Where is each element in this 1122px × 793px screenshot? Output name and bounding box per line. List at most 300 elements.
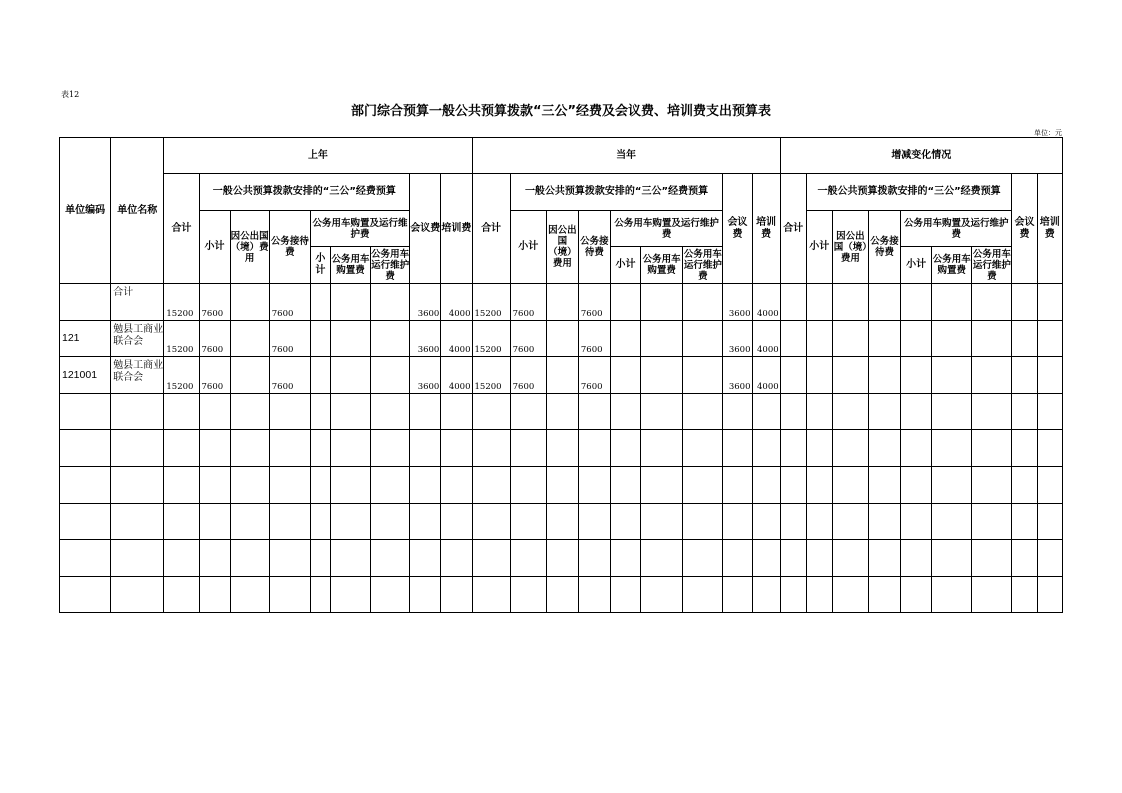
cell-value: 15200 (164, 284, 199, 321)
header-reception: 公务接待费 (578, 211, 610, 284)
cell-value (330, 540, 370, 577)
table-row (60, 503, 1063, 540)
cell-value (901, 430, 932, 467)
cell-value (310, 503, 330, 540)
cell-value (832, 466, 868, 503)
header-meeting: 会议费 (723, 174, 752, 284)
unit-label: 单位：元 (1034, 129, 1062, 137)
page-title: 部门综合预算一般公共预算拨款“三公”经费及会议费、培训费支出预算表 (350, 104, 772, 119)
cell-unit-code: 121001 (60, 357, 111, 394)
cell-value (1037, 540, 1062, 577)
cell-value (510, 466, 546, 503)
cell-value (806, 503, 832, 540)
cell-value (546, 284, 578, 321)
cell-value (723, 430, 752, 467)
cell-value (546, 430, 578, 467)
cell-value (780, 284, 806, 321)
cell-unit-name (111, 540, 164, 577)
cell-value: 4000 (441, 357, 472, 394)
cell-value (1012, 466, 1037, 503)
cell-value (972, 540, 1012, 577)
table-row (60, 284, 1063, 321)
cell-value (472, 466, 510, 503)
cell-value: 15200 (472, 320, 510, 357)
cell-value (683, 466, 723, 503)
cell-value: 7600 (199, 284, 230, 321)
cell-value (410, 540, 441, 577)
cell-value (441, 430, 472, 467)
cell-value (752, 540, 780, 577)
cell-value: 4000 (441, 284, 472, 321)
cell-value (972, 576, 1012, 613)
cell-value (199, 466, 230, 503)
header-group-current-year: 当年 (472, 138, 780, 174)
cell-value (578, 466, 610, 503)
cell-value (868, 284, 900, 321)
cell-value: 4000 (752, 320, 780, 357)
cell-value (546, 540, 578, 577)
cell-value (806, 540, 832, 577)
cell-value: 3600 (410, 320, 441, 357)
cell-value: 7600 (510, 320, 546, 357)
cell-value (410, 430, 441, 467)
cell-value (932, 430, 972, 467)
cell-unit-name: 勉县工商业联合会 (111, 320, 164, 357)
cell-value (546, 576, 578, 613)
cell-value (972, 503, 1012, 540)
header-vehicle-operation: 公务用车运行维护费 (683, 248, 722, 282)
cell-value (641, 357, 683, 394)
cell-value (230, 357, 269, 394)
cell-value: 7600 (578, 357, 610, 394)
cell-value: 3600 (410, 357, 441, 394)
header-sangong: 一般公共预算拨款安排的“三公”经费预算 (510, 174, 723, 211)
table-row (60, 430, 1063, 467)
cell-value (610, 393, 640, 430)
cell-value (806, 430, 832, 467)
cell-value (641, 393, 683, 430)
cell-value (806, 393, 832, 430)
cell-value: 3600 (723, 357, 752, 394)
cell-value (806, 466, 832, 503)
cell-value (269, 466, 310, 503)
cell-value (641, 320, 683, 357)
header-total: 合计 (164, 174, 199, 284)
cell-value (199, 540, 230, 577)
header-meeting: 会议费 (1012, 174, 1037, 284)
cell-value (472, 503, 510, 540)
cell-value (164, 466, 199, 503)
cell-value (164, 540, 199, 577)
cell-value (410, 393, 441, 430)
header-vehicle-purchase: 公务用车购置费 (330, 247, 370, 284)
cell-value (723, 393, 752, 430)
cell-value (371, 357, 410, 394)
cell-value (723, 466, 752, 503)
cell-value (371, 466, 410, 503)
cell-value (441, 393, 472, 430)
cell-value (441, 466, 472, 503)
header-sangong: 一般公共预算拨款安排的“三公”经费预算 (806, 174, 1012, 211)
cell-value (510, 503, 546, 540)
cell-value: 3600 (410, 284, 441, 321)
cell-value (164, 503, 199, 540)
table-row (60, 576, 1063, 613)
cell-value (578, 393, 610, 430)
cell-value (901, 320, 932, 357)
cell-value (441, 576, 472, 613)
cell-value (932, 503, 972, 540)
header-vehicle-operation: 公务用车运行维护费 (972, 248, 1011, 282)
cell-value (641, 284, 683, 321)
cell-value (472, 393, 510, 430)
cell-value (310, 357, 330, 394)
cell-value (752, 466, 780, 503)
cell-value (230, 393, 269, 430)
header-reception: 公务接待费 (269, 211, 310, 284)
cell-unit-code (60, 576, 111, 613)
cell-value (932, 357, 972, 394)
cell-value: 15200 (472, 357, 510, 394)
header-unit-code: 单位编码 (60, 138, 111, 284)
cell-value (780, 430, 806, 467)
cell-value: 7600 (199, 357, 230, 394)
cell-value (371, 393, 410, 430)
header-vehicle: 公务用车购置及运行维护费 (310, 211, 409, 247)
cell-value (723, 503, 752, 540)
cell-value (230, 320, 269, 357)
cell-value (901, 357, 932, 394)
table-number: 表12 (61, 90, 80, 99)
cell-value (780, 540, 806, 577)
cell-value (371, 576, 410, 613)
cell-value (683, 576, 723, 613)
cell-value (723, 540, 752, 577)
cell-value (546, 357, 578, 394)
cell-value (832, 540, 868, 577)
header-training: 培训费 (752, 174, 780, 284)
cell-value: 7600 (510, 284, 546, 321)
cell-unit-code (60, 284, 111, 321)
cell-value (578, 503, 610, 540)
cell-value (269, 540, 310, 577)
cell-unit-name: 合计 (111, 284, 164, 321)
cell-value: 15200 (164, 357, 199, 394)
cell-value (1012, 320, 1037, 357)
cell-value (546, 320, 578, 357)
cell-value (1012, 540, 1037, 577)
cell-value (610, 284, 640, 321)
cell-value (510, 576, 546, 613)
cell-value (832, 357, 868, 394)
cell-value (578, 540, 610, 577)
cell-value (330, 320, 370, 357)
cell-value (868, 503, 900, 540)
cell-value (164, 430, 199, 467)
cell-value (932, 320, 972, 357)
cell-value (310, 466, 330, 503)
cell-value (641, 430, 683, 467)
cell-value (972, 430, 1012, 467)
cell-value (610, 540, 640, 577)
cell-value (683, 430, 723, 467)
cell-value (972, 466, 1012, 503)
cell-value (199, 430, 230, 467)
cell-value (868, 393, 900, 430)
cell-value (546, 503, 578, 540)
cell-value (269, 393, 310, 430)
cell-value (932, 284, 972, 321)
cell-value (230, 576, 269, 613)
cell-value (868, 320, 900, 357)
cell-value: 7600 (578, 320, 610, 357)
cell-value (510, 393, 546, 430)
cell-value (1037, 357, 1062, 394)
header-abroad: 因公出国（境）费用 (546, 211, 578, 284)
cell-unit-code (60, 466, 111, 503)
cell-value (164, 393, 199, 430)
cell-value (752, 503, 780, 540)
cell-value (932, 393, 972, 430)
cell-unit-name (111, 393, 164, 430)
cell-value (441, 503, 472, 540)
header-subtotal: 小计 (510, 211, 546, 284)
cell-value (932, 466, 972, 503)
cell-value (780, 357, 806, 394)
cell-value (832, 284, 868, 321)
cell-value: 4000 (752, 284, 780, 321)
cell-value (780, 576, 806, 613)
budget-table (59, 137, 1063, 613)
cell-unit-code (60, 393, 111, 430)
cell-value (230, 503, 269, 540)
cell-value (683, 393, 723, 430)
cell-value (371, 540, 410, 577)
cell-unit-name (111, 466, 164, 503)
header-total: 合计 (780, 174, 806, 284)
header-training: 培训费 (441, 174, 472, 284)
cell-value (641, 503, 683, 540)
cell-value (310, 576, 330, 613)
cell-value (901, 540, 932, 577)
cell-value: 4000 (441, 320, 472, 357)
cell-value (683, 357, 723, 394)
cell-value (230, 430, 269, 467)
cell-value (1012, 503, 1037, 540)
cell-value (932, 576, 972, 613)
cell-value (546, 466, 578, 503)
header-abroad: 因公出国（境）费用 (832, 211, 868, 284)
cell-value: 7600 (578, 284, 610, 321)
cell-value (972, 320, 1012, 357)
header-vehicle-subtotal: 小计 (610, 247, 640, 284)
cell-value (780, 393, 806, 430)
header-abroad: 因公出国（境）费用 (230, 211, 269, 284)
table-row (60, 357, 1063, 394)
cell-value (410, 576, 441, 613)
cell-value (1037, 466, 1062, 503)
header-total: 合计 (472, 174, 510, 284)
cell-unit-code (60, 430, 111, 467)
cell-value (868, 466, 900, 503)
header-vehicle-purchase: 公务用车购置费 (932, 247, 972, 284)
cell-value (868, 576, 900, 613)
cell-value (310, 320, 330, 357)
cell-value (752, 576, 780, 613)
cell-unit-name (111, 430, 164, 467)
cell-value (578, 576, 610, 613)
cell-value (1037, 284, 1062, 321)
cell-unit-code (60, 540, 111, 577)
cell-value (1012, 393, 1037, 430)
cell-unit-code (60, 503, 111, 540)
cell-value: 3600 (723, 284, 752, 321)
cell-value (330, 503, 370, 540)
header-vehicle: 公务用车购置及运行维护费 (610, 211, 722, 247)
cell-value (1012, 576, 1037, 613)
cell-value (683, 284, 723, 321)
cell-value (901, 576, 932, 613)
cell-value (310, 393, 330, 430)
cell-value (371, 320, 410, 357)
cell-value (410, 466, 441, 503)
cell-value (832, 393, 868, 430)
cell-value (1037, 320, 1062, 357)
header-meeting: 会议费 (410, 174, 441, 284)
cell-value (641, 540, 683, 577)
cell-value (269, 430, 310, 467)
cell-value (310, 284, 330, 321)
cell-value (371, 284, 410, 321)
cell-unit-code: 121 (60, 320, 111, 357)
cell-value (868, 540, 900, 577)
table-row (60, 540, 1063, 577)
cell-value: 3600 (723, 320, 752, 357)
cell-value (441, 540, 472, 577)
cell-value (806, 357, 832, 394)
cell-value (269, 576, 310, 613)
cell-value (610, 357, 640, 394)
cell-value (901, 284, 932, 321)
cell-value: 7600 (269, 320, 310, 357)
header-training: 培训费 (1037, 174, 1062, 284)
table-row (60, 320, 1063, 357)
cell-value (1037, 393, 1062, 430)
cell-value (510, 540, 546, 577)
cell-value (683, 540, 723, 577)
cell-value: 15200 (472, 284, 510, 321)
cell-value (330, 357, 370, 394)
cell-value (1012, 357, 1037, 394)
cell-value: 7600 (269, 284, 310, 321)
header-vehicle-subtotal: 小计 (901, 247, 932, 284)
cell-value: 4000 (752, 357, 780, 394)
cell-value (972, 357, 1012, 394)
header-vehicle: 公务用车购置及运行维护费 (901, 211, 1012, 247)
cell-value (752, 430, 780, 467)
cell-value: 7600 (510, 357, 546, 394)
cell-value (683, 320, 723, 357)
cell-value (972, 393, 1012, 430)
cell-value: 7600 (199, 320, 230, 357)
cell-value (780, 503, 806, 540)
table-row (60, 393, 1063, 430)
cell-value (410, 503, 441, 540)
cell-unit-name (111, 503, 164, 540)
cell-value (901, 393, 932, 430)
cell-value (868, 430, 900, 467)
header-vehicle-operation: 公务用车运行维护费 (371, 248, 410, 282)
cell-value (901, 466, 932, 503)
cell-value (199, 393, 230, 430)
cell-value (806, 320, 832, 357)
cell-value (1037, 430, 1062, 467)
cell-value: 7600 (269, 357, 310, 394)
cell-value (472, 430, 510, 467)
cell-value (310, 430, 330, 467)
cell-value (641, 466, 683, 503)
cell-value (723, 576, 752, 613)
header-vehicle-purchase: 公务用车购置费 (641, 247, 683, 284)
cell-value (330, 430, 370, 467)
header-vehicle-subtotal: 小计 (310, 247, 330, 284)
cell-value (578, 430, 610, 467)
cell-value (832, 503, 868, 540)
cell-value (780, 466, 806, 503)
cell-unit-name: 勉县工商业联合会 (111, 357, 164, 394)
cell-value (199, 576, 230, 613)
cell-value (972, 284, 1012, 321)
header-reception: 公务接待费 (868, 211, 900, 284)
cell-value (472, 576, 510, 613)
cell-value (330, 466, 370, 503)
cell-value (371, 430, 410, 467)
header-subtotal: 小计 (199, 211, 230, 284)
cell-value (832, 320, 868, 357)
cell-value (832, 576, 868, 613)
cell-value (806, 576, 832, 613)
header-sangong: 一般公共预算拨款安排的“三公”经费预算 (199, 174, 410, 211)
cell-value (230, 540, 269, 577)
cell-value (230, 466, 269, 503)
cell-value: 15200 (164, 320, 199, 357)
table-body (60, 284, 1063, 613)
cell-value (610, 320, 640, 357)
cell-unit-name (111, 576, 164, 613)
cell-value (780, 320, 806, 357)
cell-value (546, 393, 578, 430)
cell-value (1037, 503, 1062, 540)
cell-value (752, 393, 780, 430)
cell-value (330, 284, 370, 321)
cell-value (610, 503, 640, 540)
cell-value (868, 357, 900, 394)
cell-value (230, 284, 269, 321)
table-row (60, 466, 1063, 503)
cell-value (199, 503, 230, 540)
cell-value (610, 576, 640, 613)
cell-value (310, 540, 330, 577)
cell-value (806, 284, 832, 321)
header-group-change: 增减变化情况 (780, 138, 1062, 174)
cell-value (641, 576, 683, 613)
cell-value (1037, 576, 1062, 613)
cell-value (371, 503, 410, 540)
cell-value (269, 503, 310, 540)
cell-value (610, 430, 640, 467)
header-subtotal: 小计 (806, 211, 832, 284)
cell-value (510, 430, 546, 467)
